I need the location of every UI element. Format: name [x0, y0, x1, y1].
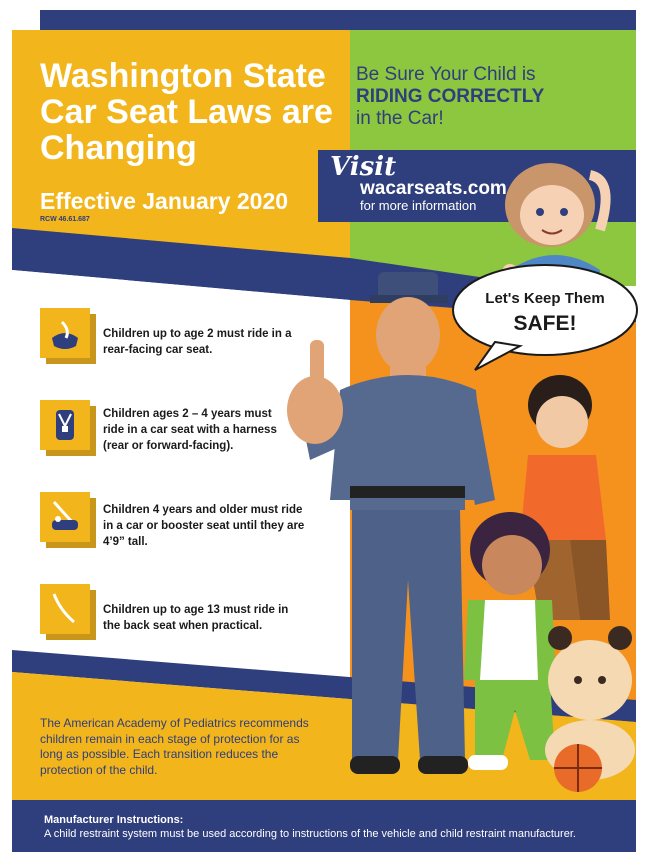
visit-label: Visit: [330, 152, 397, 182]
law-icon-1: [40, 308, 96, 364]
rear-facing-seat-icon: [40, 308, 96, 364]
law-text-2: Children ages 2 – 4 years must ride in a car seat with a harness (rear or forward-facing).: [103, 408, 277, 452]
law-text-4: Children up to age 13 must ride in the back seat when practical.: [103, 604, 289, 632]
girl-green-illustration: [464, 512, 556, 770]
manufacturer-body: A child restraint system must be used according to instructions of the vehicle and child restraint manufacturer.: [44, 828, 576, 840]
law-icon-4: [40, 584, 96, 640]
bubble-text-line1: Let's Keep Them: [485, 290, 605, 307]
manufacturer-title: Manufacturer Instructions:: [44, 814, 184, 826]
bubble-text-line2: SAFE!: [513, 312, 577, 335]
effective-date: Effective January 2020: [40, 188, 289, 214]
law-text-1: Children up to age 2 must ride in a rear-facing car seat.: [103, 328, 292, 356]
poster-title: Washington State Car Seat Laws are Changing: [40, 57, 333, 167]
callout-text: Be Sure Your Child is RIDING CORRECTLY in the Car!: [356, 64, 545, 129]
harness-seat-icon: [40, 400, 96, 456]
aap-recommendation: The American Academy of Pediatrics recommends children remain in each stage of protection for as long as possible. Each transition reduces the protection of the child.: [40, 716, 309, 777]
law-text-3: Children 4 years and older must ride in a car or booster seat until they are 4’9” tall.: [103, 504, 305, 548]
baby-illustration: [545, 626, 635, 792]
website-link[interactable]: wacarseats.com: [360, 178, 507, 199]
law-icon-3: [40, 492, 96, 548]
rcw-reference: RCW 46.61.687: [40, 216, 90, 223]
booster-seat-icon: [40, 492, 96, 548]
characters-illustration: [270, 160, 640, 800]
law-icon-2: [40, 400, 96, 456]
more-info-text: for more information: [360, 198, 477, 213]
seat-belt-icon: [40, 584, 96, 640]
